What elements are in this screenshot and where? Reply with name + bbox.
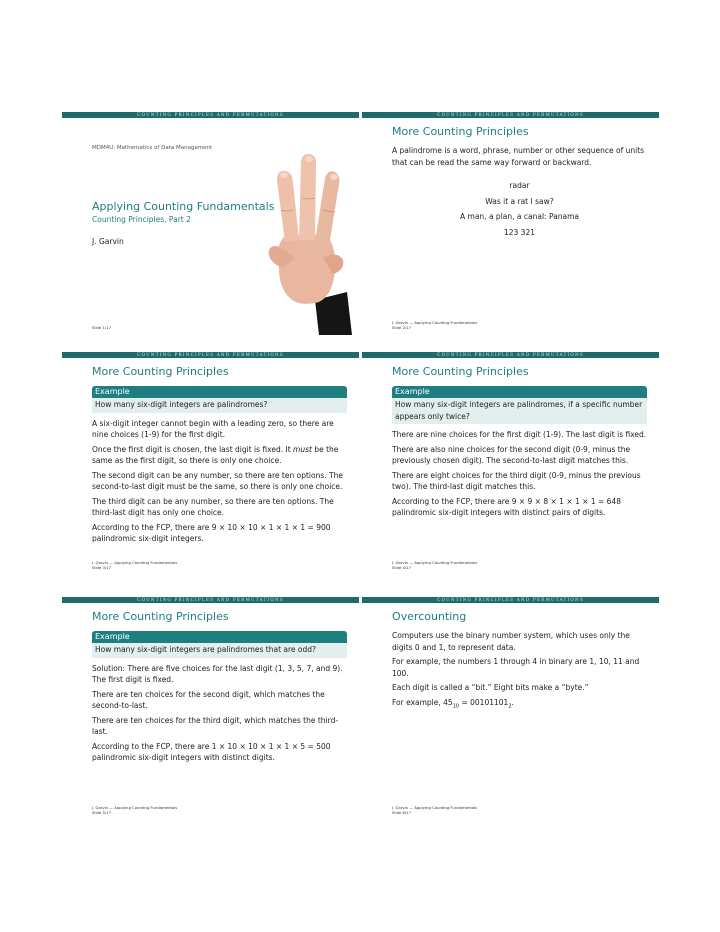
solution-text: There are ten choices for the second digit, which matches the second-to-last.: [92, 689, 325, 710]
slide-body: [392, 630, 647, 716]
solution-text: There are eight choices for the third digit (0-9, minus the previous two). The third-last digit matches this.: [392, 470, 641, 491]
slide-header: COUNTING PRINCIPLES AND PERMUTATIONS: [362, 112, 659, 118]
slide-4: [362, 352, 659, 575]
solution-text: A six-digit integer cannot begin with a leading zero, so there are nine choices (1-9) for the first digit.: [92, 418, 334, 439]
solution-text: Once the first digit is chosen, the last digit is fixed. It must be the same as the first digit, so there is only one choice.: [92, 444, 339, 465]
slide-number: Slide 4/17: [392, 565, 411, 570]
example-item: Was it a rat I saw?: [485, 196, 554, 206]
slide-paragraph: Each digit is called a “bit.” Eight bits make a “byte.”: [392, 683, 589, 692]
slide-2: [362, 112, 659, 335]
slide-footer: [392, 560, 477, 570]
solution-text: The third digit can be any number, so there are ten options. The third-last digit has only one choice.: [92, 496, 334, 517]
footer-text: J. Garvin — Applying Counting Fundamentals: [392, 560, 478, 565]
solution-text: According to the FCP, there are 1 × 10 × 10 × 1 × 1 × 5 = 500 palindromic six-digit integers with distinct digits.: [92, 741, 331, 762]
footer-text: J. Garvin — Applying Counting Fundamentals: [92, 560, 178, 565]
slide-footer: [92, 560, 177, 570]
footer-text: J. Garvin — Applying Counting Fundamentals: [392, 320, 478, 325]
footer-text: J. Garvin — Applying Counting Fundamentals: [92, 805, 178, 810]
slide-title: Applying Counting Fundamentals: [92, 200, 275, 213]
slide-number: Slide 3/17: [92, 565, 111, 570]
slide-footer: [92, 805, 177, 815]
course-name: MDM4U: Mathematics of Data Management: [92, 145, 213, 151]
slide-3: [62, 352, 359, 575]
author: J. Garvin: [92, 237, 124, 246]
solution-text: There are also nine choices for the second digit (0-9, minus the previously chosen digit). The second-to-last digit matches this.: [392, 444, 631, 465]
solution-text: According to the FCP, there are 9 × 10 × 10 × 1 × 1 × 1 = 900 palindromic six-digit integers.: [92, 522, 331, 543]
palindrome-definition: A palindrome is a word, phrase, number or other sequence of units that can be read the same way forward or backward.: [392, 146, 645, 167]
slide-number: Slide 5/17: [92, 810, 111, 815]
slide-paragraph: Computers use the binary number system, which uses only the digits 0 and 1, to represent data.: [392, 631, 630, 652]
slide-header: COUNTING PRINCIPLES AND PERMUTATIONS: [62, 597, 359, 603]
example-item: radar: [509, 181, 530, 190]
slide-6: [362, 597, 659, 820]
slide-header: COUNTING PRINCIPLES AND PERMUTATIONS: [62, 352, 359, 358]
slide-header: COUNTING PRINCIPLES AND PERMUTATIONS: [362, 352, 659, 358]
solution-text: Solution: There are five choices for the last digit (1, 3, 5, 7, and 9). The first digit is fixed.: [92, 663, 343, 684]
example-item: 123 321: [503, 227, 535, 237]
slide-5: [62, 597, 359, 820]
slide-footer: [392, 805, 477, 815]
slide-subtitle: Counting Principles, Part 2: [92, 215, 191, 224]
slide-1: [62, 112, 359, 335]
slide-title: More Counting Principles: [392, 365, 529, 378]
example-question: How many six-digit integers are palindromes, if a specific number appears only twice?: [392, 398, 647, 424]
slide-title: More Counting Principles: [392, 125, 529, 138]
slide-body: [92, 386, 347, 548]
slide-body: [392, 145, 647, 238]
solution-text: According to the FCP, there are 9 × 9 × 8 × 1 × 1 × 1 = 648 palindromic six-digit integers with distinct pairs of digits.: [392, 496, 621, 517]
slide-footer: [392, 320, 477, 330]
palindrome-examples: [392, 180, 647, 238]
footer-text: J. Garvin — Applying Counting Fundamentals: [392, 805, 478, 810]
solution-text: The second digit can be any number, so there are ten options. The second-to-last digit must be the same, so there is only one choice.: [92, 470, 343, 491]
example-header: Example: [392, 386, 647, 398]
slide-title: Overcounting: [392, 610, 467, 623]
slide-number: Slide 2/17: [392, 325, 411, 330]
example-item: A man, a plan, a canal: Panama: [460, 212, 579, 221]
hand-image: [257, 150, 352, 335]
slide-number: Slide 6/17: [392, 810, 411, 815]
slide-body: [92, 631, 347, 767]
slide-header: COUNTING PRINCIPLES AND PERMUTATIONS: [362, 597, 659, 603]
example-header: Example: [92, 386, 347, 398]
example-question: How many six-digit integers are palindromes?: [92, 398, 347, 413]
example-question: How many six-digit integers are palindromes that are odd?: [92, 643, 347, 658]
slide-header: COUNTING PRINCIPLES AND PERMUTATIONS: [62, 112, 359, 118]
solution-text: There are ten choices for the third digit, which matches the third-last.: [92, 715, 339, 736]
slide-title: More Counting Principles: [92, 365, 229, 378]
slide-title: More Counting Principles: [92, 610, 229, 623]
slide-number: Slide 1/17: [92, 325, 111, 330]
slide-footer: [92, 325, 111, 330]
slide-body: [392, 386, 647, 522]
solution-text: There are nine choices for the first digit (1-9). The last digit is fixed.: [392, 430, 647, 439]
slide-paragraph: For example, the numbers 1 through 4 in binary are 1, 10, 11 and 100.: [392, 657, 640, 678]
slide-paragraph: For example, $45_{10} = 00101101_2$.: [392, 697, 514, 709]
example-header: Example: [92, 631, 347, 643]
